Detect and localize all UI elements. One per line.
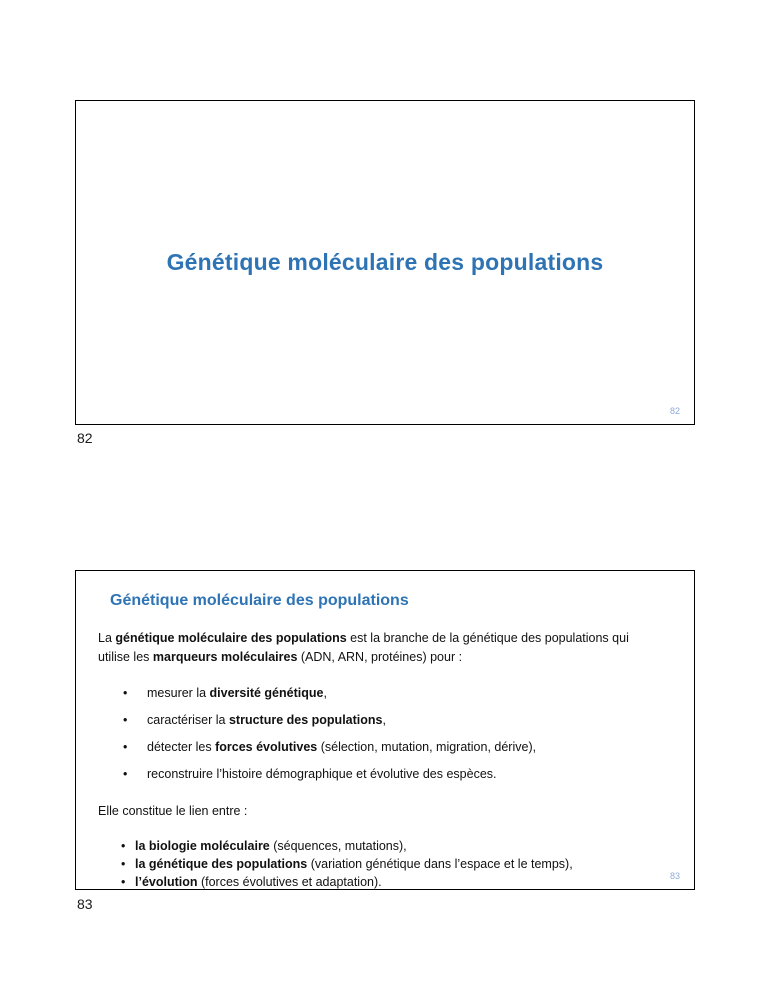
slide-82-title: Génétique moléculaire des populations — [166, 249, 604, 275]
link-line: Elle constitue le lien entre : — [98, 804, 248, 818]
bullet-item-genetique-pop: • la génétique des populations (variation génétique dans l’espace et le temps), — [98, 855, 660, 873]
bullet-item-biologie: • la biologie moléculaire (séquences, mutations), — [98, 837, 660, 855]
bullet-item-histoire: • reconstruire l’histoire démographique et évolutive des espèces. — [98, 765, 660, 784]
slide-83-number: 83 — [669, 871, 680, 881]
slide-83-page-label: 83 — [77, 896, 93, 912]
slide-82-number: 82 — [669, 406, 680, 416]
bullet-item-forces: • détecter les forces évolutives (sélection, mutation, migration, dérive), — [98, 738, 660, 757]
slide-83-heading: Génétique moléculaire des populations — [110, 592, 409, 609]
intro-paragraph: La génétique moléculaire des populations est la branche de la génétique des populations qui utilise les marqueurs moléculaires (ADN, ARN, protéines) pour : — [98, 631, 629, 664]
slide-82-page-label: 82 — [77, 430, 93, 446]
bullet-item-evolution: • l’évolution (forces évolutives et adaptation). — [98, 873, 660, 891]
bullet-list-secondary — [98, 837, 660, 891]
bullet-list-primary — [98, 684, 660, 784]
slide-83 — [75, 570, 695, 890]
slide-82 — [75, 100, 695, 425]
bullet-item-structure: • caractériser la structure des populations, — [98, 711, 660, 730]
bullet-item-diversite: • mesurer la diversité génétique, — [98, 684, 660, 703]
